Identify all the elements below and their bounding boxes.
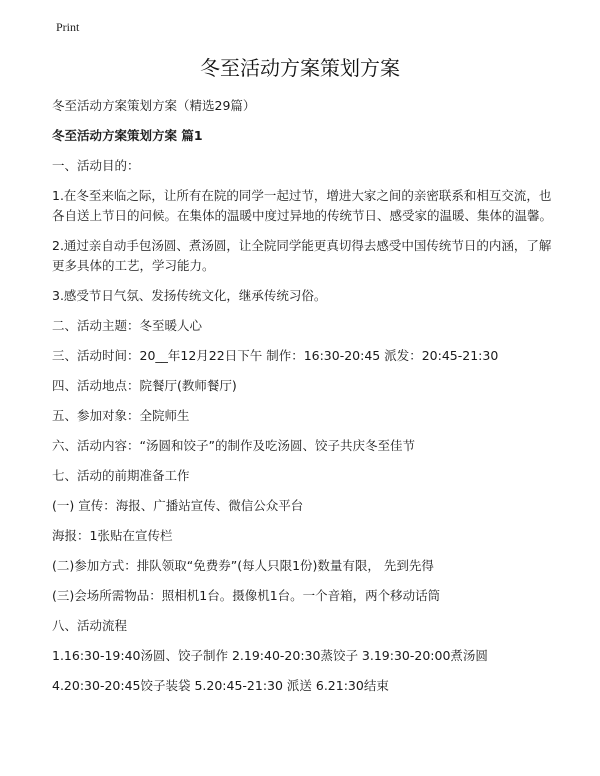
paragraph: 4.20:30-20:45饺子装袋 5.20:45-21:30 派送 6.21:30结束 xyxy=(52,678,389,693)
paragraph: 七、活动的前期准备工作 xyxy=(52,468,190,483)
paragraph: 3.感受节日气氛、发扬传统文化，继承传统习俗。 xyxy=(52,288,327,303)
paragraph: (二)参加方式：排队领取“免费券”(每人只限1份)数量有限， 先到先得 xyxy=(52,558,434,573)
document-title: 冬至活动方案策划方案 xyxy=(200,56,400,80)
paragraph: 2.通过亲自动手包汤圆、煮汤圆，让全院同学能更真切得去感受中国传统节日的内涵，了解更多具体的工艺，学习能力。 xyxy=(52,238,552,273)
print-label: Print xyxy=(56,20,80,34)
paragraph: (一) 宣传：海报、广播站宣传、微信公众平台 xyxy=(52,498,304,513)
paragraph: 三、活动时间：20__年12月22日下午 制作：16:30-20:45 派发：20:45-21:30 xyxy=(52,348,499,363)
paragraph: (三)会场所需物品：照相机1台。摄像机1台。一个音箱，两个移动话筒 xyxy=(52,588,441,603)
paragraph: 六、活动内容：“汤圆和饺子”的制作及吃汤圆、饺子共庆冬至佳节 xyxy=(52,438,415,453)
paragraph: 一、活动目的： xyxy=(52,158,140,173)
paragraph: 海报：1张贴在宣传栏 xyxy=(52,528,173,543)
subtitle: 冬至活动方案策划方案（精选29篇） xyxy=(52,98,256,113)
paragraph: 五、参加对象：全院师生 xyxy=(52,408,190,423)
paragraph: 1.在冬至来临之际，让所有在院的同学一起过节，增进大家之间的亲密联系和相互交流，也各自送上节日的问候。在集体的温暖中度过异地的传统节日、感受家的温暖、集体的温馨。 xyxy=(52,188,553,223)
document-body xyxy=(52,96,552,706)
paragraph: 四、活动地点：院餐厅(教师餐厅) xyxy=(52,378,237,393)
section-heading: 冬至活动方案策划方案 篇1 xyxy=(52,128,203,143)
paragraph: 二、活动主题：冬至暖人心 xyxy=(52,318,203,333)
paragraph: 八、活动流程 xyxy=(52,618,128,633)
paragraph: 1.16:30-19:40汤圆、饺子制作 2.19:40-20:30蒸饺子 3.19:30-20:00煮汤圆 xyxy=(52,648,488,663)
